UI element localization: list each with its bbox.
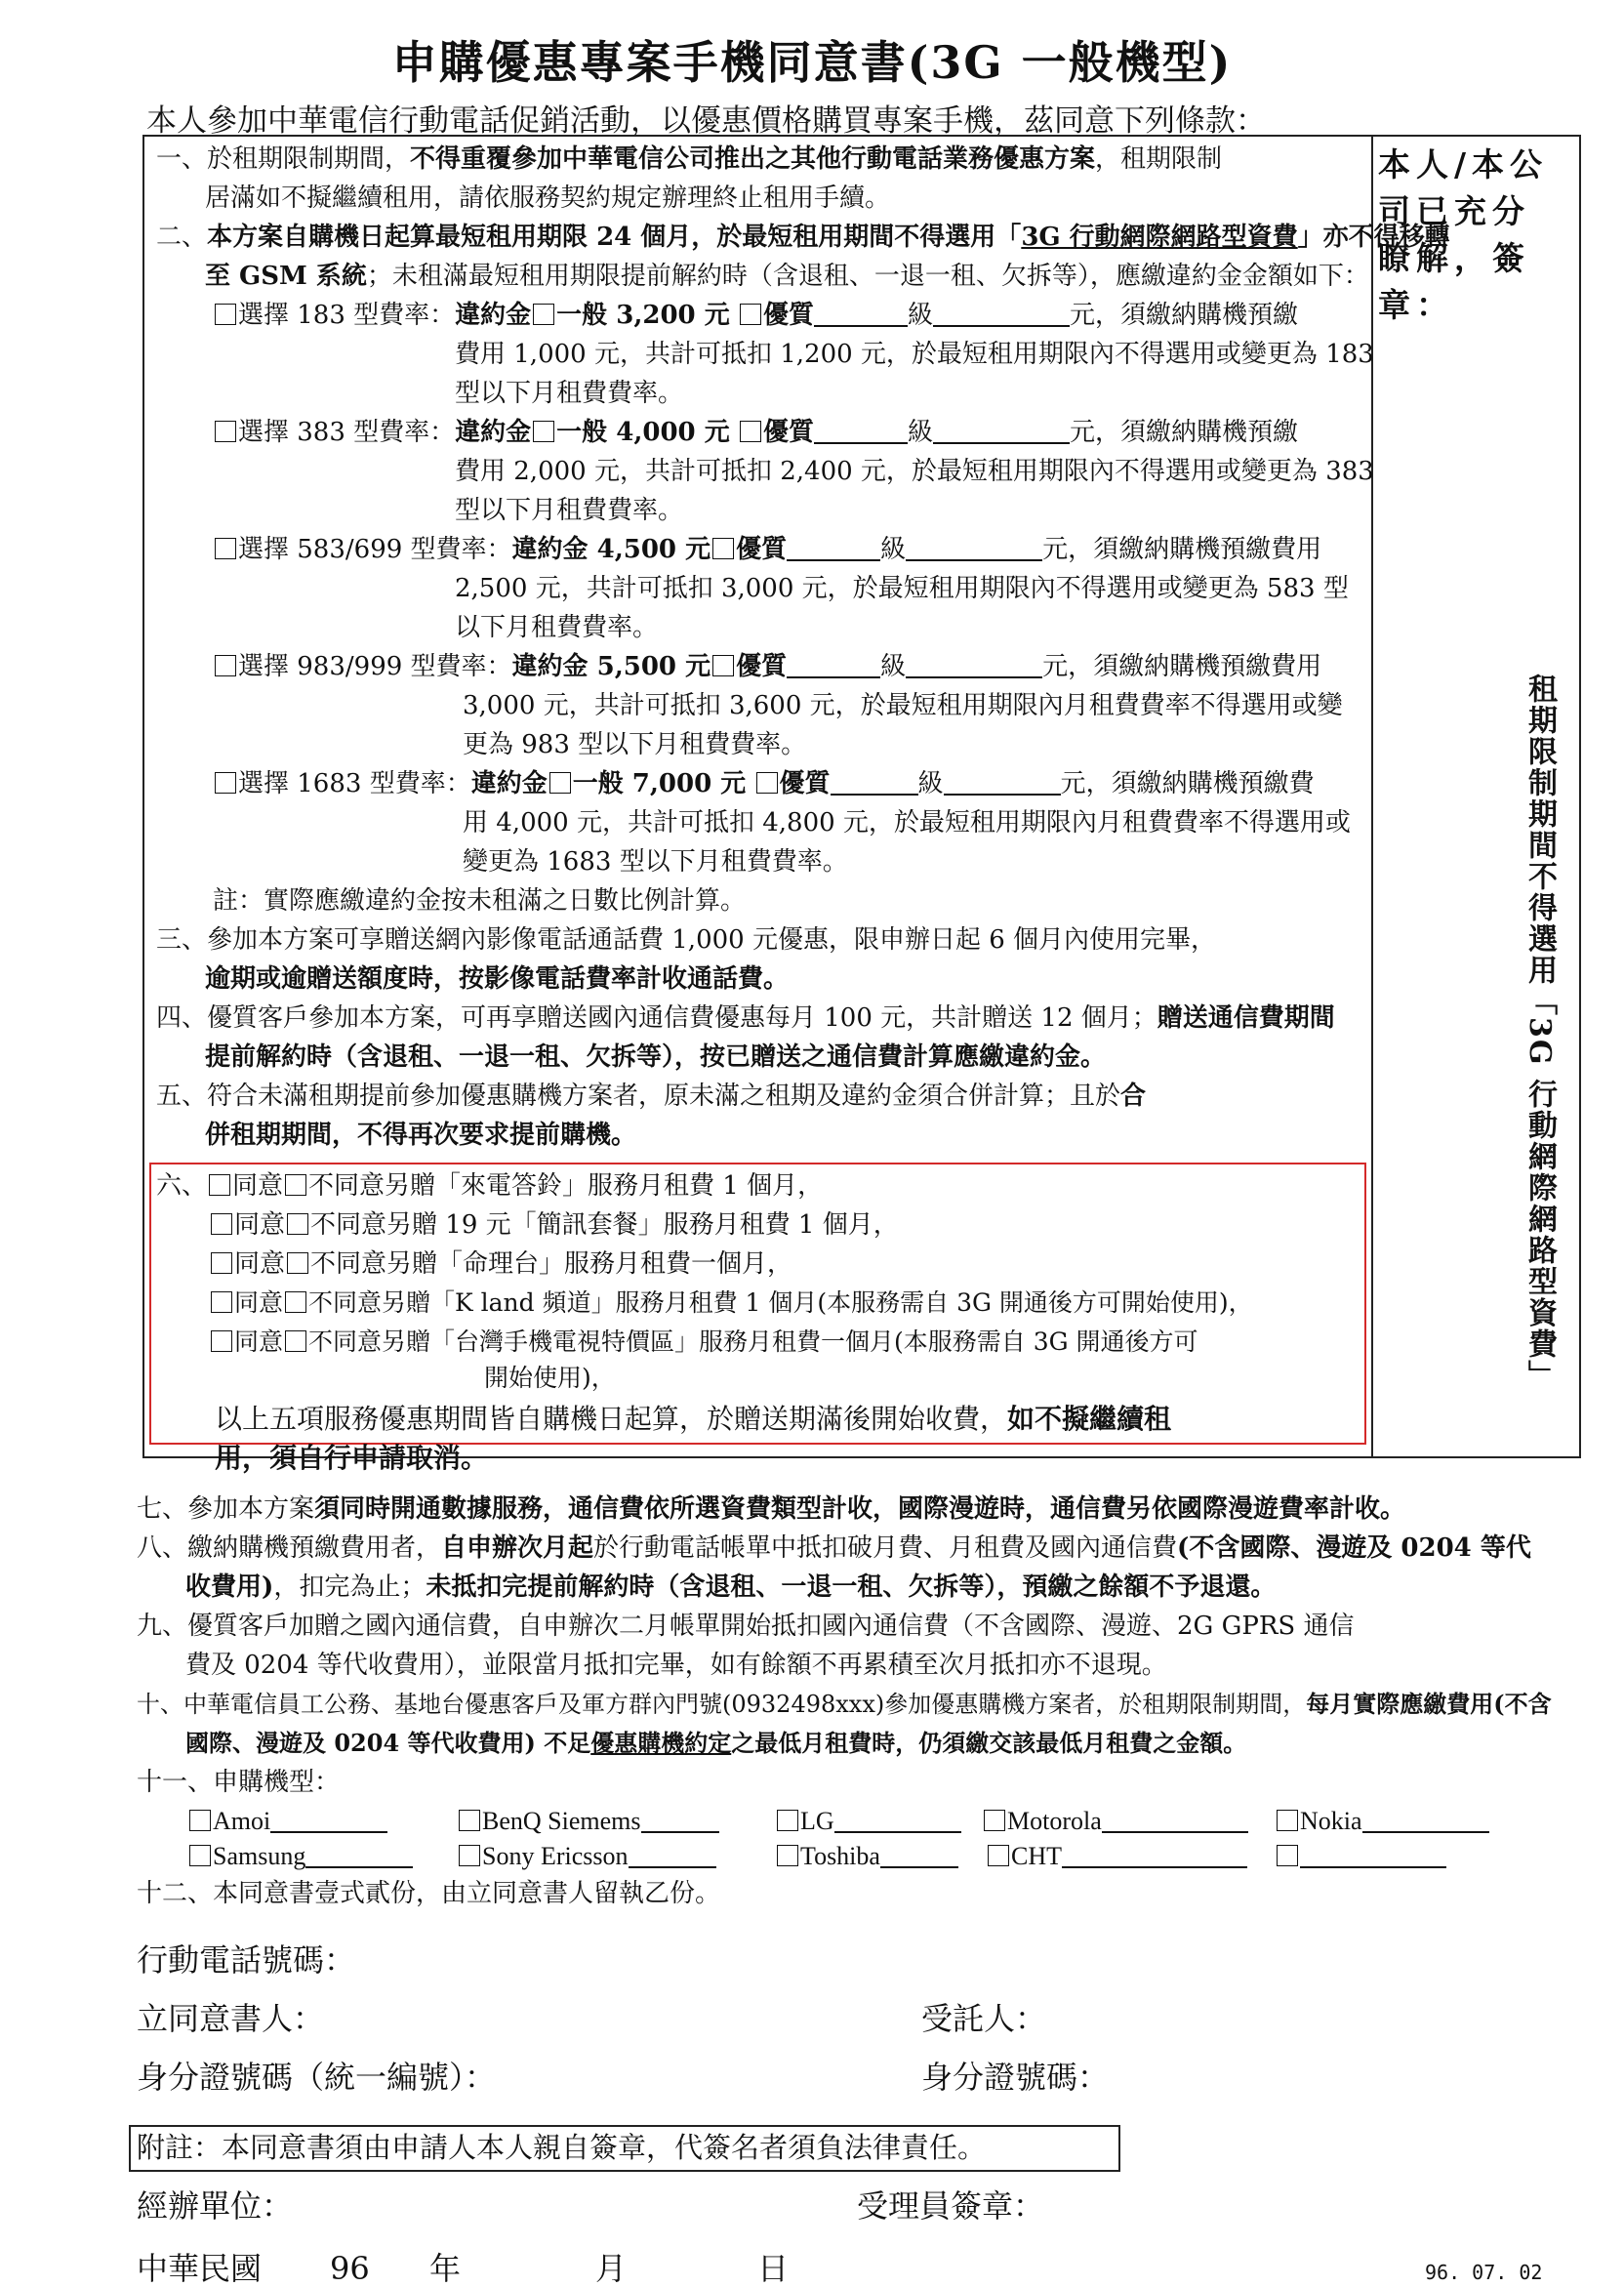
s6-item5-agree-checkbox[interactable] xyxy=(211,1330,232,1352)
plan-183-line-1: 選擇 183 型費率：違約金 一般 3,200 元 優質 級 元，須繳納購機預繳 xyxy=(213,302,1298,329)
clause-10-line-2: 國際、漫遊及 0204 等代收費用) 不足優惠購機約定之最低月租費時，仍須繳交該最低月租費之金額。 xyxy=(185,1729,1247,1757)
s6-item1-agree-checkbox[interactable] xyxy=(209,1174,230,1196)
s6-item2-agree-checkbox[interactable] xyxy=(211,1213,232,1235)
plan-1683-line-1: 選擇 1683 型費率：違約金 一般 7,000 元 優質 級 元，須繳納購機預繳費 xyxy=(213,770,1315,797)
section6-item-1: 六、 同意 不同意另贈「來電答鈴」服務月租費 1 個月， xyxy=(156,1171,824,1201)
office-label: 經辦單位： xyxy=(137,2187,294,2225)
clause-8-line-1: 八、繳納購機預繳費用者，自申辦次月起於行動電話帳單中抵扣破月費、月租費及國內通信費(不含國際、漫遊及 0204 等代 xyxy=(137,1533,1531,1563)
plan-1683-premium-amount-field[interactable] xyxy=(944,770,1061,796)
model-benq-checkbox[interactable] xyxy=(459,1810,480,1831)
model-cht[interactable]: CHT xyxy=(986,1843,1247,1870)
section6-item-4: 同意 不同意另贈「K land 頻道」服務月租費 1 個月(本服務需自 3G 開通後方可開始使用)， xyxy=(209,1289,1253,1317)
plan-583-premium-grade-field[interactable] xyxy=(787,536,880,561)
signer-label: 立同意書人： xyxy=(137,2000,325,2037)
s6-item5-disagree-checkbox[interactable] xyxy=(285,1330,306,1352)
model-toshiba-checkbox[interactable] xyxy=(777,1845,798,1866)
intro-text: 本人參加中華電信行動電話促銷活動，以優惠價格購買專案手機，茲同意下列條款： xyxy=(146,103,1266,139)
model-sony-ericsson-checkbox[interactable] xyxy=(459,1845,480,1866)
model-benq[interactable]: BenQ Siemems xyxy=(457,1808,719,1835)
model-cht-checkbox[interactable] xyxy=(988,1845,1009,1866)
clause-3-line-1: 三、參加本方案可享贈送網內影像電話通話費 1,000 元優惠，限申辦日起 6 個月內使用完畢， xyxy=(156,925,1217,955)
clause-5-line-2: 併租期期間，不得再次要求提前購機。 xyxy=(205,1121,637,1150)
form-version: 96. 07. 02 xyxy=(1425,2261,1543,2284)
model-other-field[interactable] xyxy=(1300,1843,1446,1868)
plan-183-general-checkbox[interactable] xyxy=(533,304,554,325)
plan-1683-premium-checkbox[interactable] xyxy=(756,772,778,794)
vertical-restriction-note: 租期限制期間不得選用「3G 行動網際網路型資費」 xyxy=(1522,674,1557,1391)
model-lg[interactable]: LG xyxy=(775,1808,961,1835)
plan-583-line-2: 2,500 元，共計可抵扣 3,000 元，於最短租用期限內不得選用或變更為 583 型 xyxy=(455,574,1349,603)
model-samsung-checkbox[interactable] xyxy=(189,1845,211,1866)
model-nokia[interactable]: Nokia xyxy=(1275,1808,1489,1835)
model-lg-checkbox[interactable] xyxy=(777,1810,798,1831)
signer-id-label: 身分證號碼（統一編號）： xyxy=(137,2059,497,2096)
plan-1683-premium-grade-field[interactable] xyxy=(831,770,918,796)
plan-983-line-2: 3,000 元，共計可抵扣 3,600 元，於最短租用期限內月租費費率不得選用或變 xyxy=(463,691,1343,720)
plan-983-premium-grade-field[interactable] xyxy=(787,653,880,678)
plan-983-premium-amount-field[interactable] xyxy=(906,653,1042,678)
model-other-checkbox[interactable] xyxy=(1277,1845,1298,1866)
plan-583-premium-checkbox[interactable] xyxy=(712,538,734,559)
plan-383-checkbox[interactable] xyxy=(215,421,236,442)
ack-line-1: 本人/本公 xyxy=(1378,145,1549,184)
clause-12: 十二、本同意書壹式貳份，由立同意書人留執乙份。 xyxy=(137,1879,721,1908)
clause-4-line-1: 四、優質客戶參加本方案，可再享贈送國內通信費優惠每月 100 元，共計贈送 12 個月；贈送通信費期間 xyxy=(156,1003,1335,1033)
plan-183-line-2: 費用 1,000 元，共計可抵扣 1,200 元，於最短租用期限內不得選用或變更為 183 xyxy=(455,340,1374,369)
penalty-note: 註：實際應繳違約金按未租滿之日數比例計算。 xyxy=(213,886,747,916)
s6-item2-disagree-checkbox[interactable] xyxy=(287,1213,308,1235)
plan-583-checkbox[interactable] xyxy=(215,538,236,559)
plan-183-checkbox[interactable] xyxy=(215,304,236,325)
clause-1-line-1: 一、於租期限制期間，不得重覆參加中華電信公司推出之其他行動電話業務優惠方案，租期限制 xyxy=(156,144,1223,174)
section6-summary-1: 以上五項服務優惠期間皆自購機日起算，於贈送期滿後開始收費，如不擬繼續租 xyxy=(215,1403,1172,1435)
plan-1683-general-checkbox[interactable] xyxy=(549,772,571,794)
clause-11: 十一、申購機型： xyxy=(137,1768,341,1797)
plan-183-premium-amount-field[interactable] xyxy=(933,302,1070,327)
plan-383-line-1: 選擇 383 型費率：違約金 一般 4,000 元 優質 級 元，須繳納購機預繳 xyxy=(213,419,1298,446)
plan-383-premium-amount-field[interactable] xyxy=(933,419,1070,444)
plan-383-general-checkbox[interactable] xyxy=(533,421,554,442)
clause-3-line-2: 逾期或逾贈送額度時，按影像電話費率計收通話費。 xyxy=(205,964,790,994)
plan-1683-checkbox[interactable] xyxy=(215,772,236,794)
clause-2-line-1: 二、本方案自購機日起算最短租用期限 24 個月，於最短租用期間不得選用「3G 行動網際網路型資費」亦不得移轉 xyxy=(156,223,1450,252)
month-label: 月 xyxy=(595,2250,628,2287)
agent-label: 受託人： xyxy=(921,2000,1047,2037)
section6-item-2: 同意 不同意另贈 19 元「簡訊套餐」服務月租費 1 個月， xyxy=(209,1211,899,1239)
s6-item3-disagree-checkbox[interactable] xyxy=(287,1252,308,1274)
plan-383-premium-checkbox[interactable] xyxy=(740,421,761,442)
model-motorola-checkbox[interactable] xyxy=(984,1810,1005,1831)
plan-983-line-3: 更為 983 型以下月租費費率。 xyxy=(463,730,807,759)
section6-item-5-cont: 開始使用)， xyxy=(484,1364,616,1392)
clerk-signature-label: 受理員簽章： xyxy=(857,2187,1045,2225)
plan-983-premium-checkbox[interactable] xyxy=(712,655,734,676)
plan-183-premium-checkbox[interactable] xyxy=(740,304,761,325)
agent-id-label: 身分證號碼： xyxy=(921,2059,1110,2096)
model-other[interactable] xyxy=(1275,1843,1446,1870)
clause-5-line-1: 五、符合未滿租期提前參加優惠購機方案者，原未滿之租期及違約金須合併計算；且於合 xyxy=(156,1082,1147,1111)
s6-item4-disagree-checkbox[interactable] xyxy=(285,1291,306,1313)
s6-item3-agree-checkbox[interactable] xyxy=(211,1252,232,1274)
plan-383-line-3: 型以下月租費費率。 xyxy=(455,496,684,525)
clause-9-line-2: 費及 0204 等代收費用），並限當月抵扣完畢，如有餘額不再累積至次月抵扣亦不退現。 xyxy=(185,1651,1167,1680)
ack-line-2: 司已充分 xyxy=(1378,192,1530,230)
frame-divider xyxy=(1371,135,1373,1456)
plan-583-premium-amount-field[interactable] xyxy=(906,536,1042,561)
mobile-number-label: 行動電話號碼： xyxy=(137,1941,356,1979)
s6-item1-disagree-checkbox[interactable] xyxy=(285,1174,306,1196)
model-amoi[interactable]: Amoi xyxy=(187,1808,387,1835)
model-sony-ericsson[interactable]: Sony Ericsson xyxy=(457,1843,716,1870)
clause-2-line-2: 至 GSM 系統；未租滿最短租用期限提前解約時（含退租、一退一租、欠拆等），應繳違約金金額如下： xyxy=(205,262,1369,291)
clause-4-line-2: 提前解約時（含退租、一退一租、欠拆等），按已贈送之通信費計算應繳違約金。 xyxy=(205,1042,1107,1072)
plan-1683-line-2: 用 4,000 元，共計可抵扣 4,800 元，於最短租用期限內月租費費率不得選用或 xyxy=(463,808,1351,837)
document-title: 申購優惠專案手機同意書(3G 一般機型) xyxy=(391,36,1233,89)
ack-line-3: 瞭解，簽 xyxy=(1378,239,1530,277)
plan-183-line-3: 型以下月租費費率。 xyxy=(455,379,684,408)
model-samsung[interactable]: Samsung xyxy=(187,1843,413,1870)
plan-383-line-2: 費用 2,000 元，共計可抵扣 2,400 元，於最短租用期限內不得選用或變更為 383 xyxy=(455,457,1374,486)
model-motorola[interactable]: Motorola xyxy=(982,1808,1248,1835)
model-nokia-checkbox[interactable] xyxy=(1277,1810,1298,1831)
plan-983-checkbox[interactable] xyxy=(215,655,236,676)
plan-583-line-3: 以下月租費費率。 xyxy=(455,613,659,642)
s6-item4-agree-checkbox[interactable] xyxy=(211,1291,232,1313)
clause-10-line-1: 十、中華電信員工公務、基地台優惠客戶及軍方群內門號(0932498xxx)參加優惠購機方案者，於租期限制期間，每月實際應繳費用(不含 xyxy=(137,1690,1552,1718)
section6-item-5: 同意 不同意另贈「台灣手機電視特價區」服務月租費一個月(本服務需自 3G 開通後方可 xyxy=(209,1328,1198,1356)
section6-summary-2: 用，須自行申請取消。 xyxy=(215,1442,489,1474)
plan-383-premium-grade-field[interactable] xyxy=(814,419,908,444)
day-label: 日 xyxy=(757,2250,790,2287)
model-amoi-checkbox[interactable] xyxy=(189,1810,211,1831)
clause-1-line-2: 居滿如不擬繼續租用，請依服務契約規定辦理終止租用手續。 xyxy=(205,184,891,213)
clause-8-line-2: 收費用)，扣完為止；未抵扣完提前解約時（含退租、一退一租、欠拆等），預繳之餘額不予退還。 xyxy=(185,1572,1277,1602)
ack-line-4: 章： xyxy=(1378,286,1454,324)
footnote-text: 附註：本同意書須由申請人本人親自簽章，代簽名者須負法律責任。 xyxy=(137,2131,987,2164)
plan-983-line-1: 選擇 983/999 型費率：違約金 5,500 元 優質 級 元，須繳納購機預繳費用 xyxy=(213,653,1321,680)
plan-183-premium-grade-field[interactable] xyxy=(814,302,908,327)
clause-7: 七、參加本方案須同時開通數據服務，通信費依所選資費類型計收，國際漫遊時，通信費另依國際漫遊費率計收。 xyxy=(137,1494,1406,1524)
roc-label: 中華民國 xyxy=(137,2250,263,2287)
clause-9-line-1: 九、優質客戶加贈之國內通信費，自申辦次二月帳單開始抵扣國內通信費（不含國際、漫遊、2G GPRS 通信 xyxy=(137,1612,1355,1641)
plan-583-line-1: 選擇 583/699 型費率：違約金 4,500 元 優質 級 元，須繳納購機預繳費用 xyxy=(213,536,1321,563)
year-label: 年 xyxy=(429,2250,462,2287)
year-value: 96 xyxy=(330,2250,370,2287)
section6-item-3: 同意 不同意另贈「命理台」服務月租費一個月， xyxy=(209,1250,792,1278)
plan-1683-line-3: 變更為 1683 型以下月租費費率。 xyxy=(463,847,848,877)
model-toshiba[interactable]: Toshiba xyxy=(775,1843,958,1870)
